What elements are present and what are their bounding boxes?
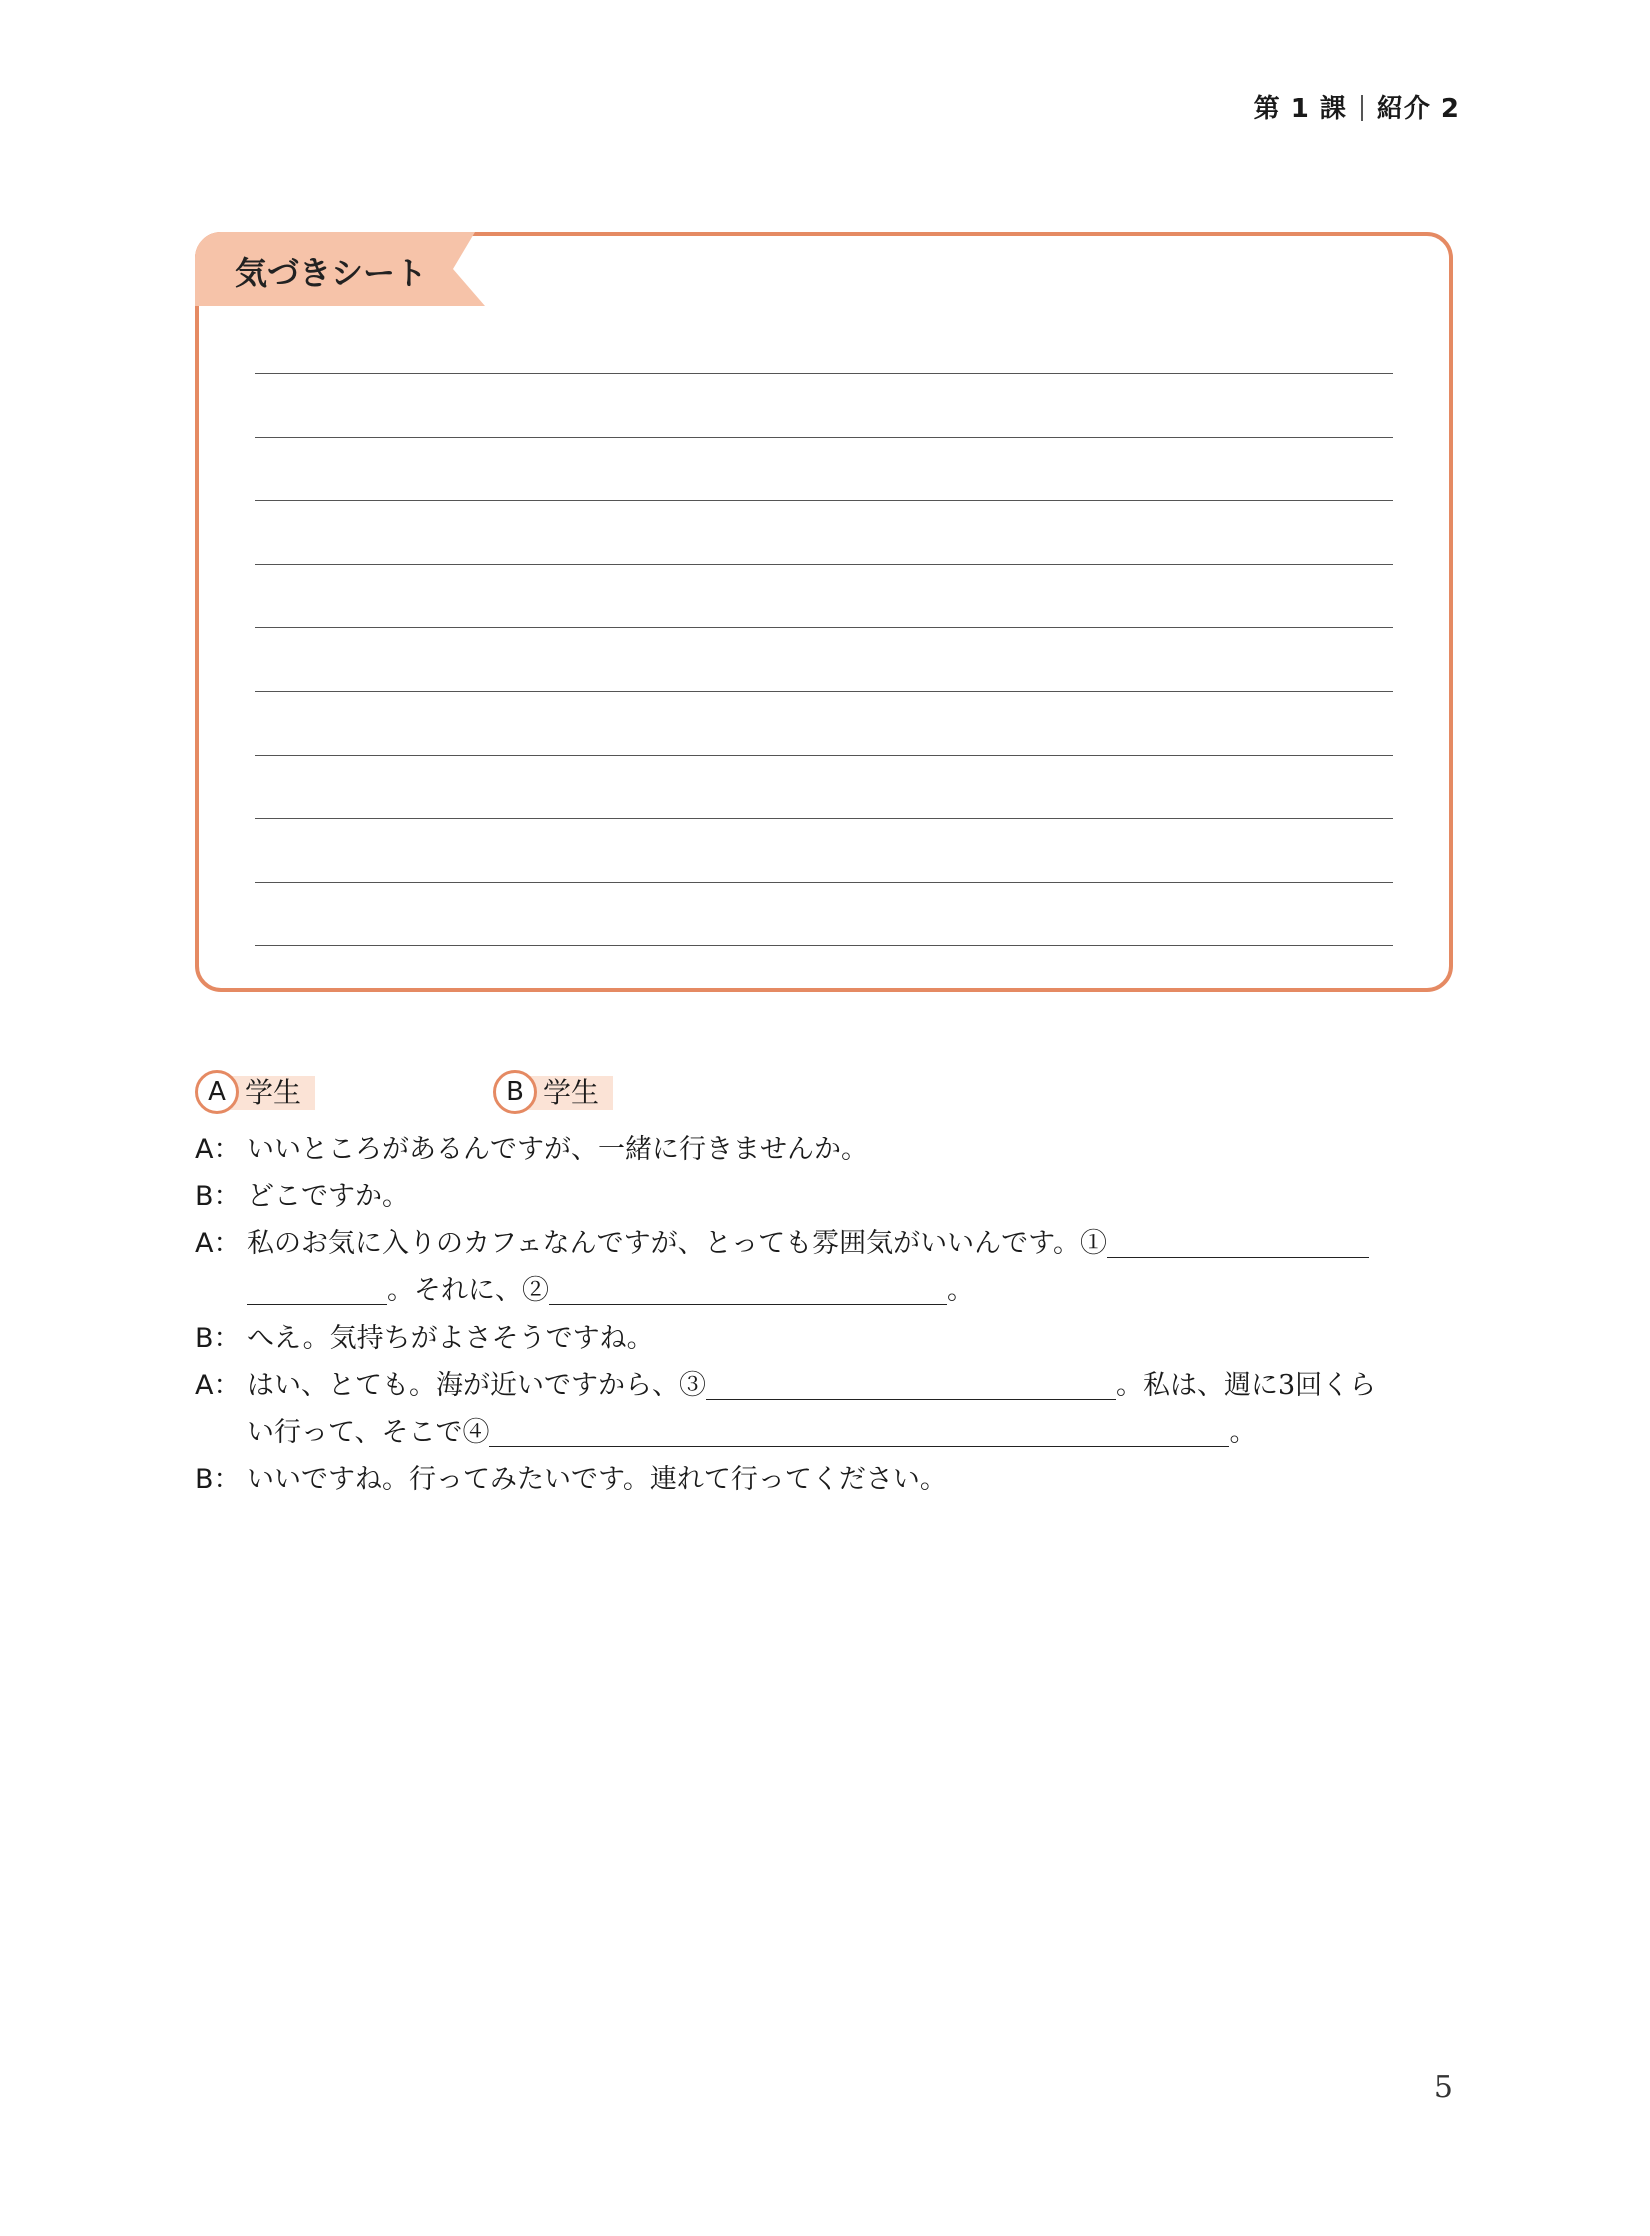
writing-line-2[interactable] <box>255 437 1393 438</box>
writing-line-10[interactable] <box>255 945 1393 946</box>
dialog-text: どこですか。 <box>247 1181 409 1212</box>
writing-line-9[interactable] <box>255 882 1393 883</box>
dialog-line-5 <box>195 1319 654 1359</box>
dialog-line-3 <box>195 1224 1369 1264</box>
writing-line-1[interactable] <box>255 373 1393 374</box>
lesson-topic: 紹介 2 <box>1376 94 1460 124</box>
dialog-text: い行って、そこで④ <box>247 1417 490 1448</box>
answer-blank-1a[interactable] <box>1107 1229 1369 1258</box>
speaker-tag: B： <box>195 1181 241 1212</box>
speaker-tag: B： <box>195 1464 241 1495</box>
speaker-a-letter: A <box>195 1070 239 1114</box>
speaker-tag: A： <box>195 1228 241 1259</box>
dialog-line-6 <box>195 1366 1376 1406</box>
speaker-b-letter: B <box>493 1070 537 1114</box>
dialog-text: 。私は、週に3回くら <box>1116 1370 1377 1401</box>
speaker-a-role: 学生 <box>225 1076 315 1110</box>
dialog-line-7 <box>195 1413 1256 1453</box>
dialog-text: へえ。気持ちがよさそうですね。 <box>247 1323 654 1354</box>
writing-line-7[interactable] <box>255 755 1393 756</box>
dialog-line-8 <box>195 1460 947 1500</box>
dialog-line-2 <box>195 1177 409 1217</box>
page-header <box>1254 88 1460 125</box>
page-number: 5 <box>1433 2070 1453 2105</box>
dialog-line-4 <box>195 1271 974 1311</box>
writing-line-6[interactable] <box>255 691 1393 692</box>
dialog-text: 。 <box>1229 1417 1257 1448</box>
dialog-text: はい、とても。海が近いですから、③ <box>247 1370 706 1401</box>
answer-blank-4[interactable] <box>489 1418 1229 1447</box>
dialog-text: 私のお気に入りのカフェなんですが、とっても雰囲気がいいんです。① <box>247 1228 1107 1259</box>
answer-blank-3[interactable] <box>706 1371 1116 1400</box>
dialog-text: いいところがあるんですが、一緒に行きませんか。 <box>247 1134 868 1165</box>
speaker-labels <box>195 1070 995 1120</box>
awareness-sheet <box>195 232 1453 992</box>
writing-line-5[interactable] <box>255 627 1393 628</box>
writing-line-3[interactable] <box>255 500 1393 501</box>
dialog-text: いいですね。行ってみたいです。連れて行ってください。 <box>247 1464 947 1495</box>
header-divider <box>1361 95 1363 121</box>
speaker-tag: B： <box>195 1323 241 1354</box>
answer-blank-2[interactable] <box>549 1276 947 1305</box>
sheet-title: 気づきシート <box>235 254 428 292</box>
dialog-line-1 <box>195 1130 868 1170</box>
speaker-tag: A： <box>195 1370 241 1401</box>
answer-blank-1b[interactable] <box>247 1276 387 1305</box>
speaker-b-role: 学生 <box>523 1076 613 1110</box>
writing-line-4[interactable] <box>255 564 1393 565</box>
writing-line-8[interactable] <box>255 818 1393 819</box>
dialog-text: 。それに、② <box>387 1275 549 1306</box>
dialog-text: 。 <box>947 1275 974 1306</box>
lesson-number: 第 1 課 <box>1253 94 1347 124</box>
speaker-tag: A： <box>195 1134 241 1165</box>
